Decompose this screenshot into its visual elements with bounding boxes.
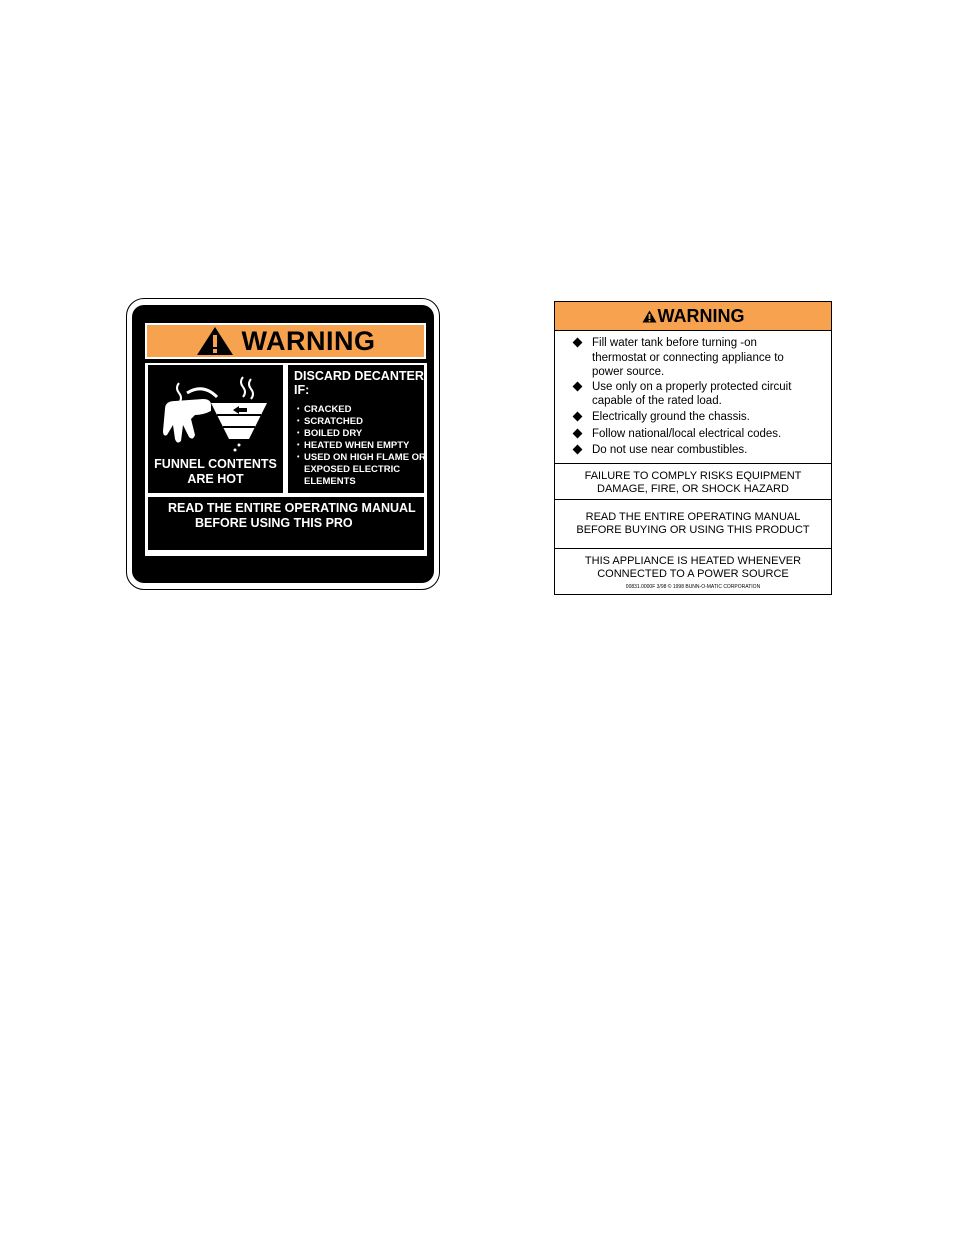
discard-decanter-panel bbox=[289, 367, 427, 493]
heading-line: DISCARD DECANTER bbox=[294, 369, 424, 383]
notice-line: READ THE ENTIRE OPERATING MANUAL bbox=[168, 501, 416, 515]
warning-title: WARNING bbox=[657, 305, 745, 326]
caption-line: FUNNEL CONTENTS bbox=[154, 457, 277, 471]
hot-funnel-hand-icon bbox=[163, 375, 269, 455]
notice-line: BEFORE BUYING OR USING THIS PRODUCT bbox=[576, 524, 810, 536]
list-item bbox=[555, 427, 831, 442]
caption-line: ARE HOT bbox=[187, 472, 244, 486]
diamond-bullet-icon bbox=[573, 381, 583, 391]
notice-line: CONNECTED TO A POWER SOURCE bbox=[597, 568, 789, 580]
warning-title: WARNING bbox=[241, 325, 376, 356]
compliance-notice bbox=[555, 463, 831, 499]
list-item bbox=[555, 443, 831, 458]
read-manual-notice bbox=[148, 501, 428, 531]
funnel-warning-label-body bbox=[132, 305, 434, 583]
funnel-warning-label bbox=[126, 298, 440, 590]
diamond-bullet-icon bbox=[573, 338, 583, 348]
read-manual-notice bbox=[555, 499, 831, 548]
item-text: Electrically ground the chassis. bbox=[592, 410, 750, 423]
diamond-bullet-icon bbox=[573, 411, 583, 421]
divider bbox=[145, 493, 426, 497]
divider bbox=[145, 550, 427, 556]
funnel-hot-caption bbox=[149, 457, 282, 487]
list-item bbox=[555, 336, 802, 380]
heading-line: IF: bbox=[294, 383, 310, 397]
list-item bbox=[555, 410, 831, 425]
list-item: • SCRATCHED bbox=[297, 416, 431, 428]
diamond-bullet-icon bbox=[573, 429, 583, 439]
item-text: Use only on a properly protected circuit capable of the rated load. bbox=[592, 380, 792, 407]
divider bbox=[283, 363, 288, 493]
appliance-warning-label bbox=[554, 301, 832, 595]
discard-heading bbox=[294, 369, 429, 397]
part-number-fine-print: 00831.0000F 3/98 © 1998 BUNN-O-MATIC CORPORATION bbox=[625, 584, 761, 590]
notice-line: BEFORE USING THIS PRO bbox=[195, 516, 353, 530]
hot-funnel-panel bbox=[149, 367, 282, 493]
diamond-bullet-icon bbox=[573, 444, 583, 454]
notice-line: READ THE ENTIRE OPERATING MANUAL bbox=[585, 511, 801, 523]
item-text: Fill water tank before turning -on thermostat or connecting appliance to power source. bbox=[592, 337, 784, 378]
instruction-list bbox=[555, 336, 831, 457]
item-text: Do not use near combustibles. bbox=[592, 443, 748, 456]
notice-line: FAILURE TO COMPLY RISKS EQUIPMENT bbox=[584, 470, 802, 482]
warning-header bbox=[555, 302, 831, 331]
list-item bbox=[555, 380, 797, 409]
list-item: • HEATED WHEN EMPTY bbox=[297, 440, 431, 452]
warning-triangle-icon bbox=[196, 326, 234, 356]
list-item: • USED ON HIGH FLAME OR EXPOSED ELECTRIC ELEMENTS bbox=[297, 452, 431, 488]
list-item: • CRACKED bbox=[297, 404, 431, 416]
list-item: • BOILED DRY bbox=[297, 428, 431, 440]
discard-list bbox=[297, 404, 431, 488]
warning-header bbox=[145, 323, 426, 359]
notice-line: DAMAGE, FIRE, OR SHOCK HAZARD bbox=[597, 483, 789, 495]
item-text: Follow national/local electrical codes. bbox=[592, 428, 782, 440]
warning-triangle-icon bbox=[642, 310, 657, 323]
notice-line: THIS APPLIANCE IS HEATED WHENEVER bbox=[584, 555, 802, 567]
